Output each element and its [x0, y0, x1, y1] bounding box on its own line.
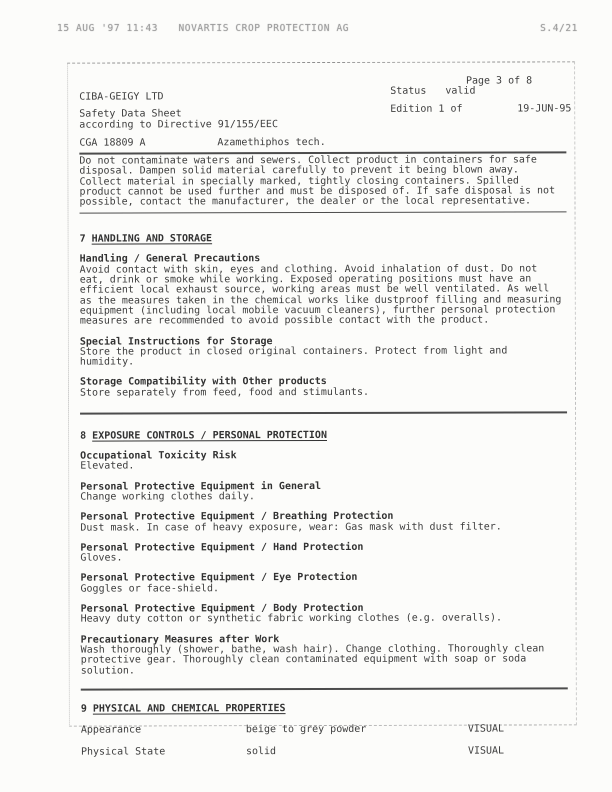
fax-sender: NOVARTIS CROP PROTECTION AG	[178, 23, 350, 34]
section-7-heading: HANDLING AND STORAGE	[91, 233, 213, 246]
subsection-heading: Precautionary Measures after Work	[80, 633, 280, 646]
product-name: Azamethiphos tech.	[217, 136, 326, 149]
fax-header-left	[57, 23, 363, 34]
subsection-body: Avoid contact with skin, eyes and clothing. Avoid inhalation of dust. Do not eat, drink or smoke while working. Exposed operating positions must have an efficient local exhaust source, working areas must be well ventilated. As well as the measures taken in the chemical works like dustproof filling and measuring equipment (including local mobile vacuum cleaners), further personal protection measures are recommended to avoid possible contact with the product.	[79, 263, 562, 327]
separator-rule	[80, 411, 567, 414]
page-number-label: Page 3 of 8	[465, 75, 533, 87]
edition-label: Edition 1 of	[390, 103, 463, 115]
document-frame	[67, 61, 577, 758]
subsection-body: Store the product in closed original containers. Protect from light and humidity.	[79, 345, 508, 368]
subsection-body: Dust mask. In case of heavy exposure, wear: Gas mask with dust filter.	[80, 521, 502, 534]
separator-rule	[81, 687, 568, 690]
subsection-heading: Storage Compatibility with Other products	[79, 376, 327, 389]
property-method: VISUAL	[467, 723, 505, 735]
subsection-body: Gloves.	[80, 552, 123, 564]
subsection-heading: Occupational Toxicity Risk	[80, 450, 237, 462]
property-name: Physical State	[80, 746, 166, 758]
section-9-heading: PHYSICAL AND CHEMICAL PROPERTIES	[92, 702, 286, 715]
section-7-title	[80, 233, 569, 245]
status-line	[390, 87, 475, 97]
document-title-line1: Safety Data Sheet	[79, 108, 182, 120]
company-name: CIBA-GEIGY LTD	[79, 91, 164, 103]
subsection-heading: Personal Protective Equipment / Body Protection	[80, 602, 364, 615]
section-handling-and-storage	[80, 233, 569, 399]
status-label: Status	[390, 85, 427, 97]
product-row	[79, 137, 568, 148]
document-title-line2: according to Directive 91/155/EEC	[79, 118, 278, 131]
subsection-body: Change working clothes daily.	[80, 491, 255, 503]
subsection-heading: Handling / General Precautions	[79, 253, 261, 266]
section-physical-chemical-properties	[81, 702, 570, 757]
document-title	[79, 108, 568, 130]
product-code: CGA 18809 A	[79, 137, 146, 149]
fax-transmission-header	[57, 23, 578, 34]
fax-timestamp: 15 AUG '97 11:43	[57, 23, 159, 34]
subsection-heading: Personal Protective Equipment / Hand Protection	[80, 541, 364, 554]
status-value: valid	[445, 85, 476, 97]
section-8-heading: EXPOSURE CONTROLS / PERSONAL PROTECTION	[92, 430, 327, 442]
property-value: solid	[245, 745, 277, 757]
subsection-heading: Personal Protective Equipment / Eye Protection	[80, 572, 358, 585]
subsection-body: Wash thoroughly (shower, bathe, wash hair). Change clothing. Thoroughly clean protective gear. Thoroughly clean contaminated equipment with soap or soda solution.	[80, 643, 545, 677]
property-name: Appearance	[80, 724, 142, 736]
subsection-body: Store separately from feed, food and stimulants.	[79, 386, 369, 399]
subsection-heading: Personal Protective Equipment in General	[80, 480, 322, 493]
section-8-title	[80, 429, 569, 441]
subsection-body: Goggles or face-shield.	[80, 582, 220, 595]
section-9-title	[81, 702, 570, 714]
subsection-heading: Special Instructions for Storage	[79, 335, 273, 348]
subsection-body: Elevated.	[80, 460, 135, 472]
disposal-note: Do not contaminate waters and sewers. Collect product in containers for safe disposal. Dampen solid material carefully to prevent it being blown away. Collect material in specially marked, tightly closing containers. Spilled product cannot be used further and must be disposed of. If safe disposal is not possible, contact the manufacturer, the dealer or the local representative.	[79, 154, 556, 208]
edition-date: 19-JUN-95	[517, 103, 572, 115]
subsection-heading: Personal Protective Equipment / Breathing Protection	[80, 511, 394, 523]
section-9-number: 9	[80, 703, 87, 715]
property-method: VISUAL	[467, 745, 505, 757]
properties-table	[81, 724, 570, 757]
separator-rule	[80, 212, 567, 214]
property-value: beige to grey powder	[245, 723, 367, 735]
fax-page-indicator: S.4/21	[540, 23, 578, 34]
section-7-number: 7	[79, 234, 86, 246]
section-exposure-controls	[80, 429, 570, 676]
subsection-body: Heavy duty cotton or synthetic fabric working clothes (e.g. overalls).	[80, 612, 503, 625]
section-8-number: 8	[80, 430, 87, 442]
